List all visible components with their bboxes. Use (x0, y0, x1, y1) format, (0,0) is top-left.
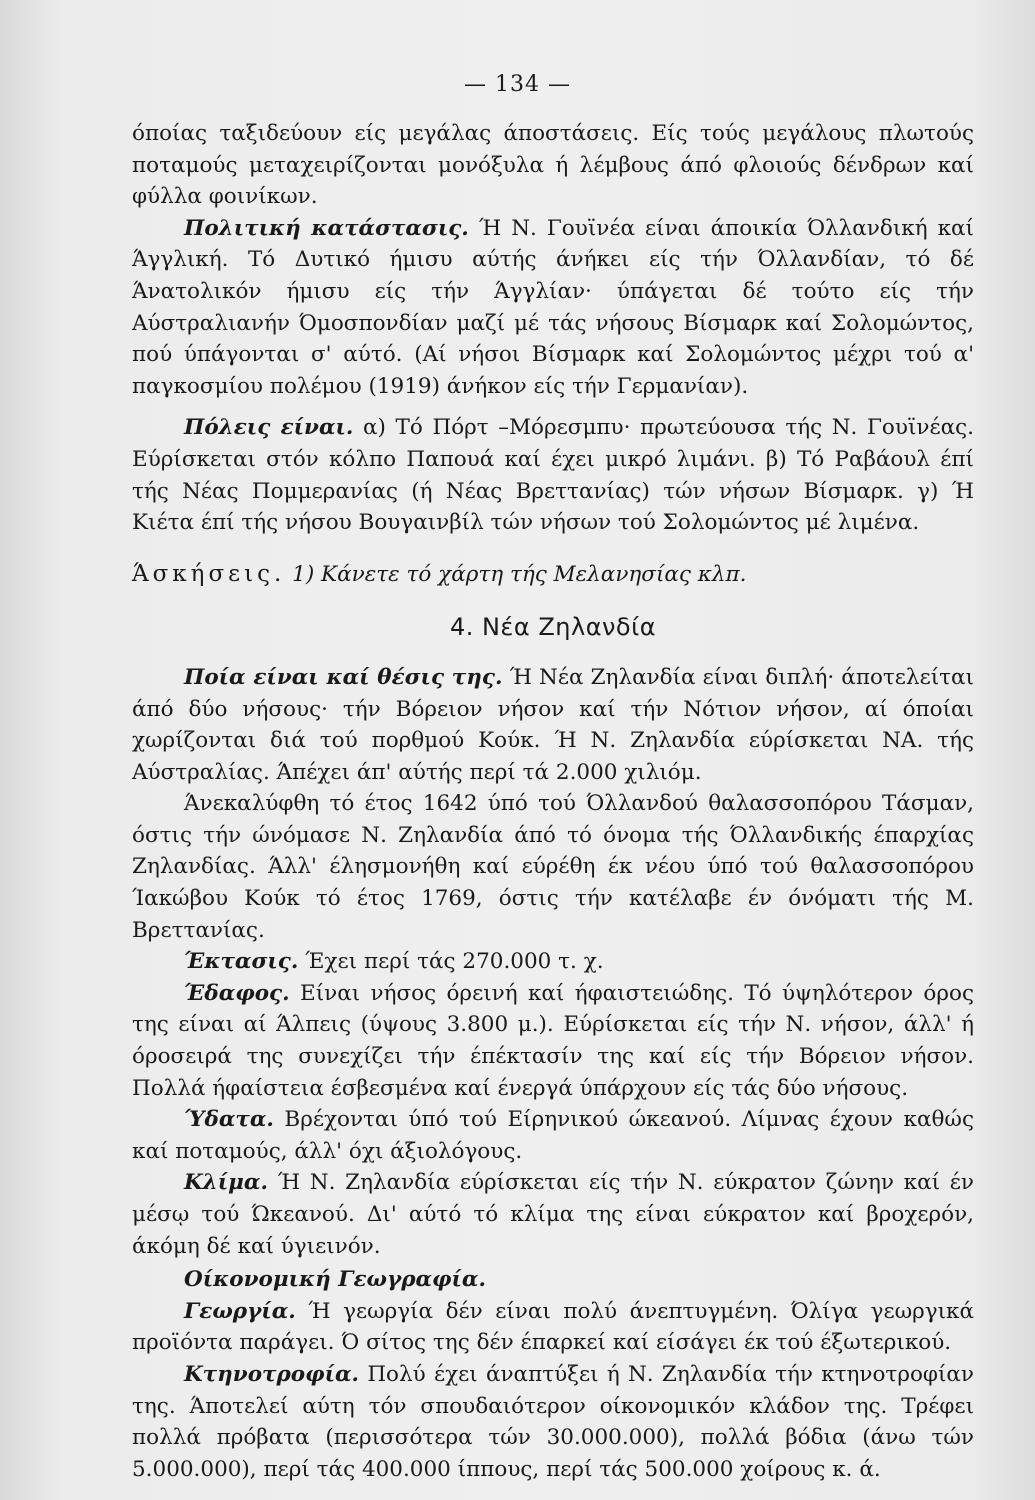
page-content (132, 118, 974, 1485)
politiki-paragraph (132, 213, 974, 403)
ektasis-label: Έκτασις. (184, 949, 299, 975)
anekalyfthi-paragraph (132, 788, 974, 946)
georgia-label: Γεωργία. (184, 1298, 296, 1324)
klima-text: Ή Ν. Ζηλανδία εύρίσκεται είς τήν Ν. εύκρατον ζώνην καί έν μέσῳ τού Ώκεανού. Δι' αύτό τό κλίμα της είναι εύκρατον καί βροχερόν, άκόμη δέ καί ύγιεινόν. (132, 1170, 974, 1259)
anekalyfthi-text: Άνεκαλύφθη τό έτος 1642 ύπό τού Όλλανδού θαλασσοπόρου Τάσμαν, όστις τήν ώνόμασε Ν. Ζηλανδία άπό τό όνομα τής Όλλανδικής έπαρχίας Ζηλανδίας. Άλλ' έλησμονήθη καί εύρέθη έκ νέου ύπό τού θαλασσοπόρου Ίακώβου Κούκ τό έτος 1769, όστις τήν κατέλαβε έν όνόματι τής Μ. Βρεττανίας. (132, 791, 974, 943)
intro-text: όποίας ταξιδεύουν είς μεγάλας άποστάσεις. Είς τούς μεγάλους πλωτούς ποταμούς μεταχειρίζονται μονόξυλα ή λέμβους άπό φλοιούς δένδρων καί φύλλα φοινίκων. (132, 121, 974, 210)
politiki-text: Ή Ν. Γουϊνέα είναι άποικία Όλλανδική καί Άγγλική. Τό Δυτικό ήμισυ αύτής άνήκει είς τήν Όλλανδίαν, τό δέ Άνατολικόν ήμισυ είς τήν Άγγλίαν· ύπάγεται δέ τούτο είς τήν Αύστραλιανήν Όμοσπονδίαν μαζί μέ τάς νήσους Βίσμαρκ καί Σολομώντος, πού ύπάγονται σ' αύτό. (Αί νήσοι Βίσμαρκ καί Σολομώντος μέχρι τού α' παγκοσμίου πολέμου (1919) άνήκον είς τήν Γερμανίαν). (132, 215, 974, 399)
edafos-paragraph (132, 978, 974, 1104)
oikonomiki-label: Οίκονομική Γεωγραφία. (184, 1267, 486, 1293)
ktinotrofia-text: Πολύ έχει άναπτύξει ή Ν. Ζηλανδία τήν κτηνοτροφίαν της. Άποτελεί αύτη τόν σπουδαιότερον οίκονομικόν κλάδον της. Τρέφει πολλά πρόβατα (περισσότερα τών 30.000.000), πολλά βόδια (άνω τών 5.000.000), περί τάς 400.000 ίππους, περί τάς 500.000 χοίρους κ. ά. (132, 1361, 974, 1482)
edafos-text: Είναι νήσος όρεινή καί ήφαιστειώδης. Τό ύψηλότερον όρος της είναι αί Άλπεις (ύψους 3.800 μ.). Εύρίσκεται είς τήν Ν. νήσον, άλλ' ή όροσειρά της συνεχίζει τήν έπέκτασίν της καί είς τήν Βόρειον νήσον. Πολλά ήφαίστεια έσβεσμένα καί ένεργά ύπάρχουν είς τάς δύο νήσους. (132, 980, 974, 1101)
askiseis-paragraph (132, 559, 974, 591)
poleis-text: α) Τό Πόρτ –Μόρεσμπυ· πρωτεύουσα τής Ν. Γουϊνέας. Εύρίσκεται στόν κόλπο Παπουά καί έχει μικρό λιμάνι. β) Τό Ραβάουλ έπί τής Νέας Πομμερανίας (ή Νέας Βρεττανίας) τών νήσων Βίσμαρκ. γ) Ή Κιέτα έπί τής νήσου Βουγαινβίλ τών νήσων τού Σολομώντος μέ λιμένα. (132, 415, 974, 536)
politiki-label: Πολιτική κατάστασις. (184, 215, 469, 241)
ktinotrofia-paragraph (132, 1359, 974, 1485)
poia-text: Ή Νέα Ζηλανδία είναι διπλή· άποτελείται άπό δύο νήσους· τήν Βόρειον νήσον καί τήν Νότιον νήσον, αί όποίαι χωρίζονται διά τού πορθμού Κούκ. Ή Ν. Ζηλανδία εύρίσκεται ΝΑ. τής Αύστραλίας. Άπέχει άπ' αύτής περί τά 2.000 χιλιόμ. (132, 664, 974, 785)
poleis-paragraph (132, 412, 974, 538)
intro-paragraph (132, 118, 974, 213)
oikonomiki-heading (132, 1264, 974, 1296)
georgia-text: Ή γεωργία δέν είναι πολύ άνεπτυγμένη. Όλίγα γεωργικά προϊόντα παράγει. Ό σίτος της δέν έπαρκεί καί είσάγει έκ τού έξωτερικού. (132, 1298, 974, 1356)
ydata-paragraph (132, 1104, 974, 1167)
georgia-paragraph (132, 1296, 974, 1359)
ektasis-paragraph (132, 946, 974, 978)
poleis-label: Πόλεις είναι. (184, 415, 354, 441)
ydata-label: Ύδατα. (184, 1107, 274, 1133)
edafos-label: Έδαφος. (184, 980, 290, 1006)
klima-paragraph (132, 1167, 974, 1262)
ydata-text: Βρέχονται ύπό τού Είρηνικού ώκεανού. Λίμνας έχουν καθώς καί ποταμούς, άλλ' όχι άξιολόγους. (132, 1107, 974, 1164)
poia-label: Ποία είναι καί θέσις της. (184, 664, 503, 690)
klima-label: Κλίμα. (184, 1170, 268, 1196)
askiseis-label: Άσκήσεις. (132, 560, 286, 587)
askiseis-text: 1) Κάνετε τό χάρτη τής Μελανησίας κλπ. (292, 561, 747, 587)
ktinotrofia-label: Κτηνοτροφία. (184, 1361, 360, 1387)
ektasis-text: Έχει περί τάς 270.000 τ. χ. (305, 949, 604, 975)
page-number: — 134 — (464, 72, 571, 97)
section-title: 4. Νέα Ζηλανδία (449, 613, 657, 642)
poia-paragraph (132, 662, 974, 788)
